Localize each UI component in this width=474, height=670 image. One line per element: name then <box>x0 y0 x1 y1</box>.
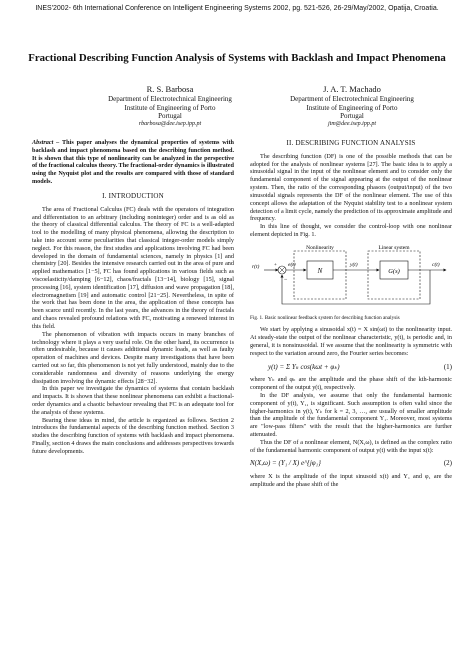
body-paragraph: where X is the amplitude of the input sinusoid x(t) and Y₁ and φ₁ are the amplitude and the phase shift of the <box>250 473 452 489</box>
nonlinearity-label: Nonlinearity <box>306 244 334 251</box>
intro-paragraph: The area of Fractional Calculus (FC) deals with the operators of integration and differentiation to an arbitrary (including noninteger) order and is as old as the theory of classical differential calculus. The theory of FC is a well-adapted tool to the modelling of many physical phenomena, allowing the description to take into account some peculiarities that classical integer-order models simply neglect. For this reason, the first studies and applications involving FC had been developed in the domain of fundamental sciences, namely in physics [1] and chemistry [20]. Besides the intensive research carried out in the area of pure and applied mathematics [1−5], FC has found applications in various fields such as viscoelasticity/damping [6−12], chaos/fractals [13−14], biology [15], signal processing [16], system identification [17], diffusion and wave propagation [18], electromagnetism [19] and automatic control [21−25]. Nevertheless, in spite of the work that has been done in the area, the application of these concepts has been scarce until recently. In the last years, the advances in the theory of fractals and chaos revealed profound relations with FC, motivating a renewed interest in this field. <box>32 205 234 330</box>
body-paragraph: Thus the DF of a nonlinear element, N(X,ω), is defined as the complex ratio of the fundamental harmonic component of output y(t) with the input x(t): <box>250 438 452 454</box>
figure-1-block-diagram <box>250 244 452 312</box>
equation-1-number: (1) <box>443 362 452 371</box>
author-email: rbarbosa@dee.isep.ipp.pt <box>138 120 202 127</box>
body-paragraph: In this line of thought, we consider the control-loop with one nonlinear element depicted in Fig. 1. <box>250 223 452 238</box>
author-country: Portugal <box>340 112 364 121</box>
body-paragraph: We start by applying a sinusoidal x(t) = X sin(ωt) to the nonlinearity input. At steady-state the output of the nonlinear characteristic, y(t), is periodic and, in general, it is nonsinusoidal. If we assume that the nonlinearity is symmetric with respect to the variation around zero, the Fourier series becomes: <box>250 326 452 357</box>
g-block-label: G(s) <box>388 267 400 275</box>
author-name: R. S. Barbosa <box>146 84 194 94</box>
plus-sign: + <box>274 262 277 268</box>
author-block-1 <box>70 84 270 128</box>
author-email: jtm@dee.isep.ipp.pt <box>327 120 376 127</box>
equation-2-number: (2) <box>443 459 452 468</box>
n-block-label: N <box>317 266 323 275</box>
section-heading-describing-function: II. DESCRIBING FUNCTION ANALYSIS <box>286 139 416 147</box>
equation-1-expression: y(t) = Σ Yₖ cos(kωt + φₖ) <box>268 362 340 371</box>
e-t-label: e(t) <box>288 261 296 268</box>
r-t-label: r(t) <box>252 263 260 270</box>
left-column <box>32 139 234 456</box>
right-column <box>250 139 452 489</box>
minus-sign: − <box>284 276 288 283</box>
intro-paragraph: Bearing these ideas in mind, the article is organized as follows. Section 2 introduces the fundamental aspects of the describing function method. Section 3 studies the describing function of systems with backlash and impact phenomena. Finally, section 4 draws the main conclusions and addresses perspectives towards future developments. <box>32 416 234 455</box>
author-inst: Institute of Engineering of Porto <box>306 103 398 112</box>
equation-1 <box>250 363 452 372</box>
intro-paragraph: In this paper we investigate the dynamics of systems that contain backlash and impacts. It is shown that these nonlinear phenomena can exhibit a fractional-order dynamics and a chaotic behaviour revealing that FC is an adequate tool for the analysis of these systems. <box>32 385 234 416</box>
body-paragraph: The describing function (DF) is one of the possible methods that can be adopted for the analysis of nonlinear systems [27]. The basic idea is to apply a sinusoidal signal in the input of the nonlinear element and to consider only the fundamental component of the signal appearing at the output of the nonlinear system. Then, the ratio of the corresponding phasors (output/input) of the two sinusoidal signals represents the DF of the nonlinear element. The use of this concept allows the adaptation of the Nyquist stability test to a nonlinear system detection of a limit cycle, namely the prediction of its approximate amplitude and frequency. <box>250 152 452 223</box>
section-heading-introduction: I. INTRODUCTION <box>102 191 164 200</box>
body-paragraph: where Yₖ and φₖ are the amplitude and the phase shift of the kth-harmonic component of the output y(t), respectively. <box>250 376 452 392</box>
author-dept: Department of Electrotechnical Engineering <box>290 95 414 104</box>
conference-header: INES'2002- 6th International Conference on Intelligent Engineering Systems 2002, pg. 521-526, 26-29/May/2002, Opatija, Croatia. <box>35 5 439 12</box>
linear-system-label: Linear system <box>378 244 410 251</box>
intro-paragraph: The phenomenon of vibration with impacts occurs in many branches of technology where it plays a very useful role. On the other hand, its occurrence is often undesirable, because it causes additional dynamic loads, as well as faulty operation of machines and devices. Despite many investigations that have been carried out so far, this phenomenon is not yet fully understood, mainly due to the considerable randomness and diversity of reasons underlying the energy dissipation involving the dynamic effects [28−32]. <box>32 330 234 385</box>
author-block-2 <box>252 84 452 128</box>
abstract-text: This paper analyses the dynamical properties of systems with backlash and impact phenomena based on the describing function method. It is shown that this type of nonlinearity can be analyzed in the perspective of the fractional calculus theory. The fractional-order dynamics is illustrated using the Nyquist plot and the results are compared with those of standard models. <box>32 139 234 186</box>
author-dept: Department of Electrotechnical Engineering <box>108 95 232 104</box>
y-t-label: y(t) <box>350 261 358 268</box>
author-inst: Institute of Engineering of Porto <box>124 103 216 112</box>
body-paragraph: In the DF analysis, we assume that only the fundamental harmonic component of y(t), Y₁, is significant. Such assumption is often valid since the higher-harmonics in y(t), Yₖ for k = 2, 3, …, are usually of smaller amplitude than the amplitude of the fundamental component Y₁. Moreover, most systems are "low-pass filters" with the result that the higher-harmonics are further attenuated. <box>250 391 452 439</box>
block-diagram-svg <box>250 244 452 312</box>
c-t-label: c(t) <box>432 261 440 268</box>
paper-title: Fractional Describing Function Analysis of Systems with Backlash and Impact Phenomena <box>28 52 446 64</box>
author-country: Portugal <box>158 112 182 121</box>
figure-caption: Fig. 1. Basic nonlinear feedback system for describing function analysis <box>250 314 400 321</box>
equation-2-expression: N(X,ω) = (Y₁ / X) e^{jφ₁} <box>250 459 321 468</box>
abstract-label: Abstract – <box>32 139 60 146</box>
abstract <box>32 139 234 186</box>
equation-2 <box>250 459 452 468</box>
author-name: J. A. T. Machado <box>323 84 381 94</box>
